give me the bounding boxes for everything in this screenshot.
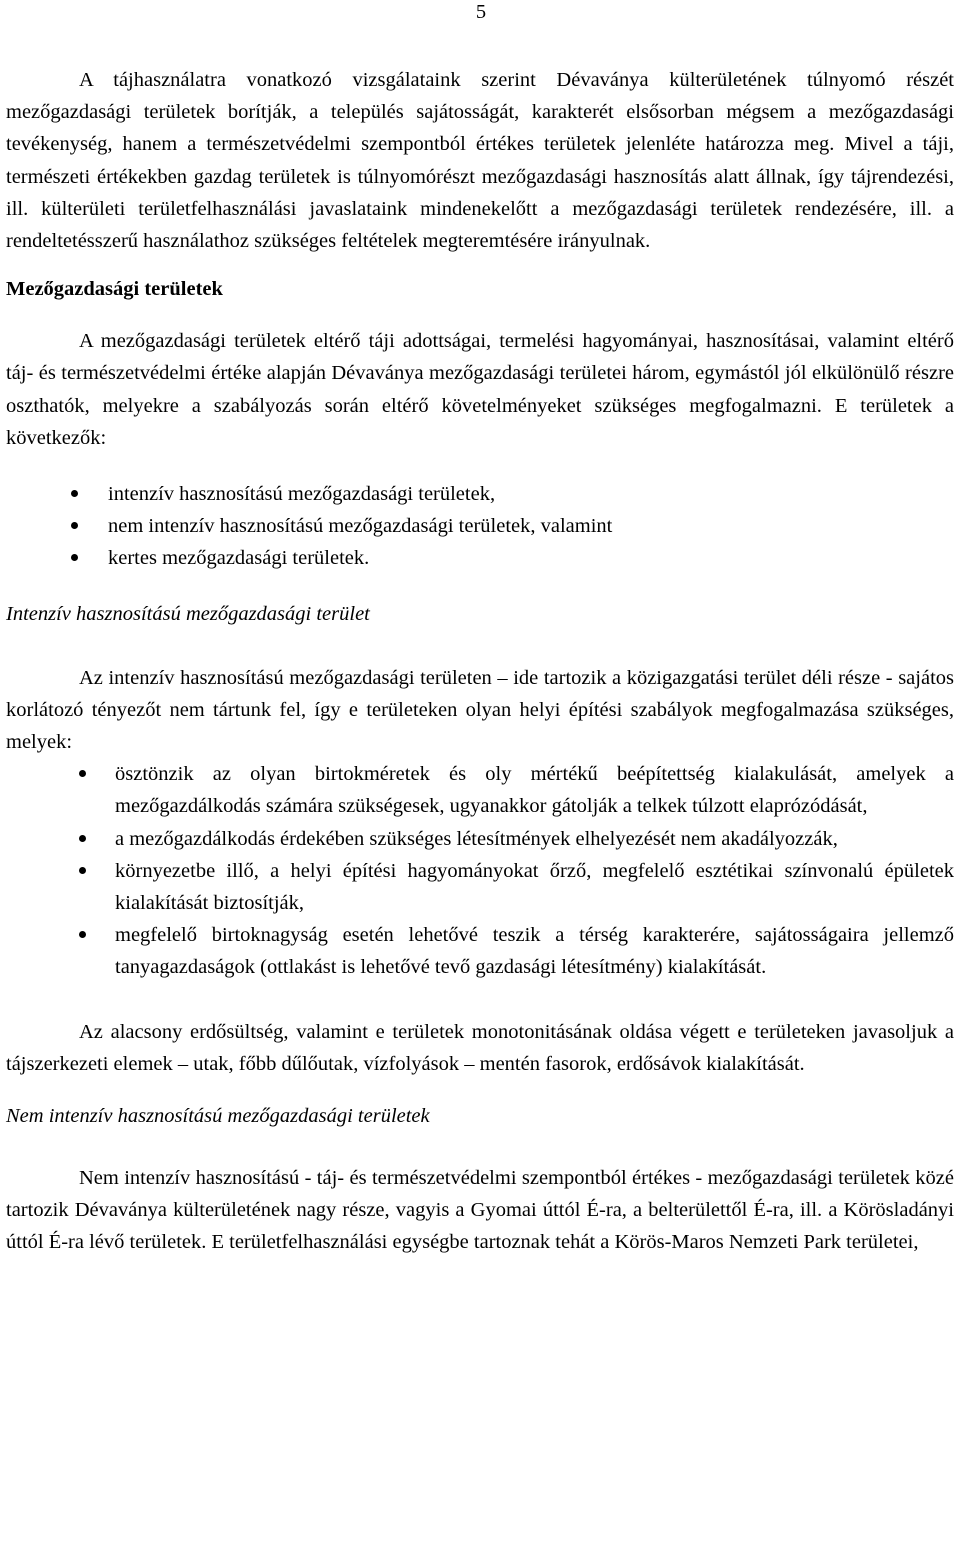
intensive-intro-paragraph: Az intenzív hasznosítású mezőgazdasági területen – ide tartozik a közigazgatási terület déli része - sajátos korlátozó tényezőt nem tártunk fel, így e területeken olyan helyi építési szabályok megfogalmazása szükséges, melyek: (6, 666, 954, 754)
intensive-rules-list (6, 758, 954, 983)
list-item: nem intenzív hasznosítású mezőgazdasági területek, valamint (6, 510, 954, 542)
bullet-icon (79, 931, 86, 938)
area-types-list (6, 478, 954, 575)
forest-paragraph: Az alacsony erdősültség, valamint e területek monotonitásának oldása végett e területeken javasoljuk a tájszerkezeti elemek – utak, főbb dűlőutak, vízfolyások – mentén fasorok, erdősávok kialakítását. (6, 1020, 954, 1075)
list-item: a mezőgazdálkodás érdekében szükséges létesítmények elhelyezését nem akadályozzák, (6, 823, 954, 855)
list-item: kertes mezőgazdasági területek. (6, 542, 954, 574)
page-number: 5 (475, 1, 487, 23)
bullet-icon (79, 835, 86, 842)
list-item: megfelelő birtoknagyság esetén lehetővé teszik a térség karakterére, sajátosságaira jellemző tanyagazdaságok (ottlakást is lehetővé tevő gazdasági létesítmény) kialakítását. (6, 919, 954, 983)
heading-intensive: Intenzív hasznosítású mezőgazdasági terület (6, 602, 370, 625)
bullet-icon (71, 522, 78, 529)
agricultural-intro-paragraph: A mezőgazdasági területek eltérő táji adottságai, termelési hagyományai, hasznosításai, valamint eltérő táj- és természetvédelmi értéke alapján Dévaványa mezőgazdasági területei három, egymástól jól elkülönülő részre oszthatók, melyekre a szabályozás során eltérő követelményeket szükséges megfogalmazni. E területek a következők: (6, 330, 954, 449)
bullet-icon (71, 554, 78, 561)
bullet-icon (79, 770, 86, 777)
heading-agricultural: Mezőgazdasági területek (6, 278, 223, 301)
bullet-icon (71, 490, 78, 497)
bullet-icon (79, 867, 86, 874)
list-item: környezetbe illő, a helyi építési hagyományokat őrző, megfelelő esztétikai színvonalú épületek kialakítását biztosítják, (6, 855, 954, 919)
nonintensive-paragraph: Nem intenzív hasznosítású - táj- és természetvédelmi szempontból értékes - mezőgazdasági területek közé tartozik Dévaványa külterületének nagy része, vagyis a Gyomai úttól É-ra, a belterülettől É-ra, ill. a Körösladányi úttól É-ra lévő területek. E területfelhasználási egységbe tartoznak tehát a Körös-Maros Nemzeti Park területei, (6, 1167, 954, 1254)
heading-nonintensive: Nem intenzív hasznosítású mezőgazdasági területek (6, 1105, 430, 1128)
intro-paragraph: A tájhasználatra vonatkozó vizsgálataink szerint Dévaványa külterületének túlnyomó részét mezőgazdasági területek borítják, a település sajátosságát, karakterét elsősorban mégsem a mezőgazdasági tevékenység, hanem a természetvédelmi szempontból értékes területek jelenléte határozza meg. Mivel a táji, természeti értékekben gazdag területek is túlnyomórészt mezőgazdasági hasznosítás alatt állnak, így tájrendezési, ill. külterületi területfelhasználási javaslataink mindenekelőtt a mezőgazdasági területek rendezésére, ill. a rendeltetésszerű használathoz szükséges feltételek megteremtésére irányulnak. (6, 69, 954, 253)
list-item: ösztönzik az olyan birtokméretek és oly mértékű beépítettség kialakulását, amelyek a mezőgazdálkodás számára szükségesek, ugyanakkor gátolják a telkek túlzott elaprózódását, (6, 758, 954, 822)
list-item: intenzív hasznosítású mezőgazdasági területek, (6, 478, 954, 510)
document-body (6, 64, 954, 1259)
